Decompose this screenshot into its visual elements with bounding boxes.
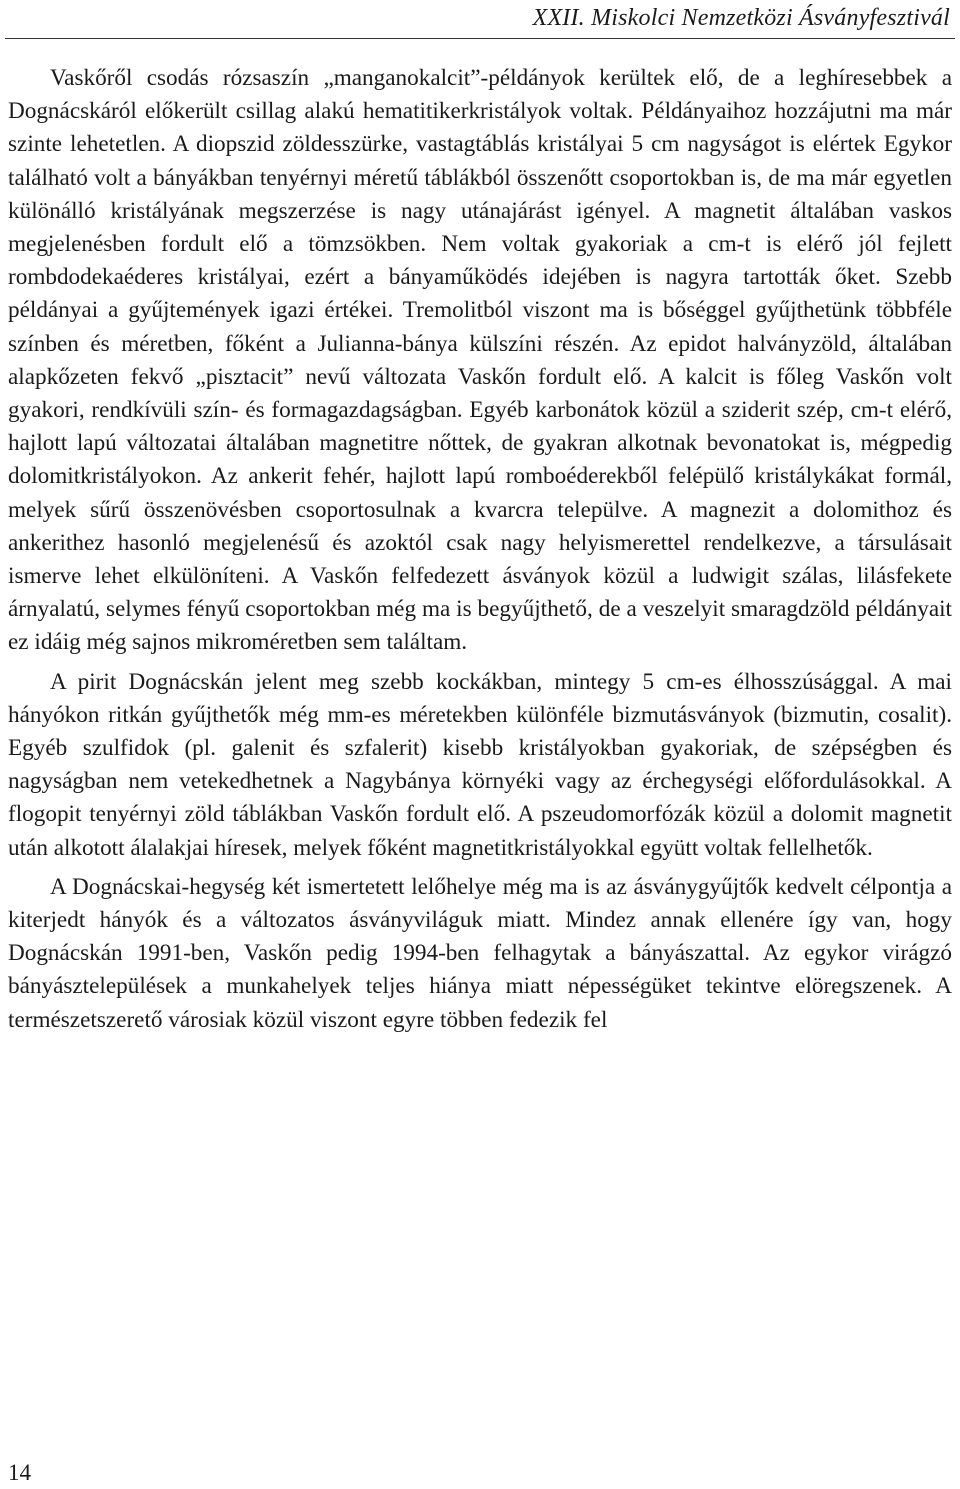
paragraph-1: Vaskőről csodás rózsaszín „manganokalcit”-példányok kerültek elő, de a leghíresebbek a Dognácskáról előkerült csillag alakú hematitikerkristályok voltak. Példányaihoz hozzájutni ma már szinte lehetetlen. A diopszid zöldesszürke, vastagtáblás kristályai 5 cm nagyságot is elértek Egykor található volt a bányákban tenyérnyi méretű táblákból összenőtt csoportokban is, de ma már egyetlen különálló kristályának megszerzése is nagy utánajárást igényel. A magnetit általában vaskos megjelenésben fordult elő a tömzsökben. Nem voltak gyakoriak a cm-t is elérő jól fejlett rombdodekaéderes kristályai, ezért a bányaműködés idejében is nagyra tartották őket. Szebb példányai a gyűjtemények igazi értékei. Tremolitból viszont ma is bőséggel gyűjthetünk többféle színben és méretben, főként a Julianna-bánya külszíni részén. Az epidot halványzöld, általában alapkőzeten fekvő „pisztacit” nevű változata Vaskőn fordult elő. A kalcit is főleg Vaskőn volt gyakori, rendkívüli szín- és formagazdagságban. Egyéb karbonátok közül a sziderit szép, cm-t elérő, hajlott lapú változatai általában magnetitre nőttek, de gyakran alkotnak bevonatokat is, mégpedig dolomitkristályokon. Az ankerit fehér, hajlott lapú romboéderekből felépülő kristálykákat formál, melyek sűrű összenövésben csoportosulnak a kvarcra települve. A magnezit a dolomithoz és ankerithez hasonló megjelenésű és azoktól csak nagy helyismerettel rendelkezve, a társulásait ismerve lehet elkülöníteni. A Vaskőn felfedezett ásványok közül a ludwigit szálas, lilásfekete árnyalatú, selymes fényű csoportokban még ma is begyűjthető, de a veszelyit smaragdzöld példányait ez idáig még sajnos mikroméretben sem találtam. <box>8 65 952 656</box>
header-divider <box>5 38 955 39</box>
page-number: 14 <box>8 1460 31 1485</box>
running-header: XXII. Miskolci Nemzetközi Ásványfesztivál <box>532 5 950 31</box>
paragraph-2: A pirit Dognácskán jelent meg szebb kockákban, mintegy 5 cm-es élhosszúsággal. A mai hányókon ritkán gyűjthetők még mm-es méretekben különféle bizmutásványok (bizmutin, cosalit). Egyéb szulfidok (pl. galenit és szfalerit) kisebb kristályokban gyakoriak, de szépségben és nagyságban nem vetekedhetnek a Nagybánya környéki vagy az érchegységi előfordulásokkal. A flogopit tenyérnyi zöld táblákban Vaskőn fordult elő. A pszeudomorfózák közül a dolomit magnetit után alkotott álalakjai híresek, melyek főként magnetitkristályokkal együtt voltak fellelhetők. <box>8 668 952 861</box>
article-body <box>8 62 952 1037</box>
paragraph-3: A Dognácskai-hegység két ismertetett lelőhelye még ma is az ásványgyűjtők kedvelt célpontja a kiterjedt hányók és a változatos ásványviláguk miatt. Mindez annak ellenére így van, hogy Dognácskán 1991-ben, Vaskőn pedig 1994-ben felhagytak a bányászattal. Az egykor virágzó bányásztelepülések a munkahelyek teljes hiánya miatt népességüket tekintve elöregszenek. A természetszerető városiak közül viszont egyre többen fedezik fel <box>8 873 952 1033</box>
